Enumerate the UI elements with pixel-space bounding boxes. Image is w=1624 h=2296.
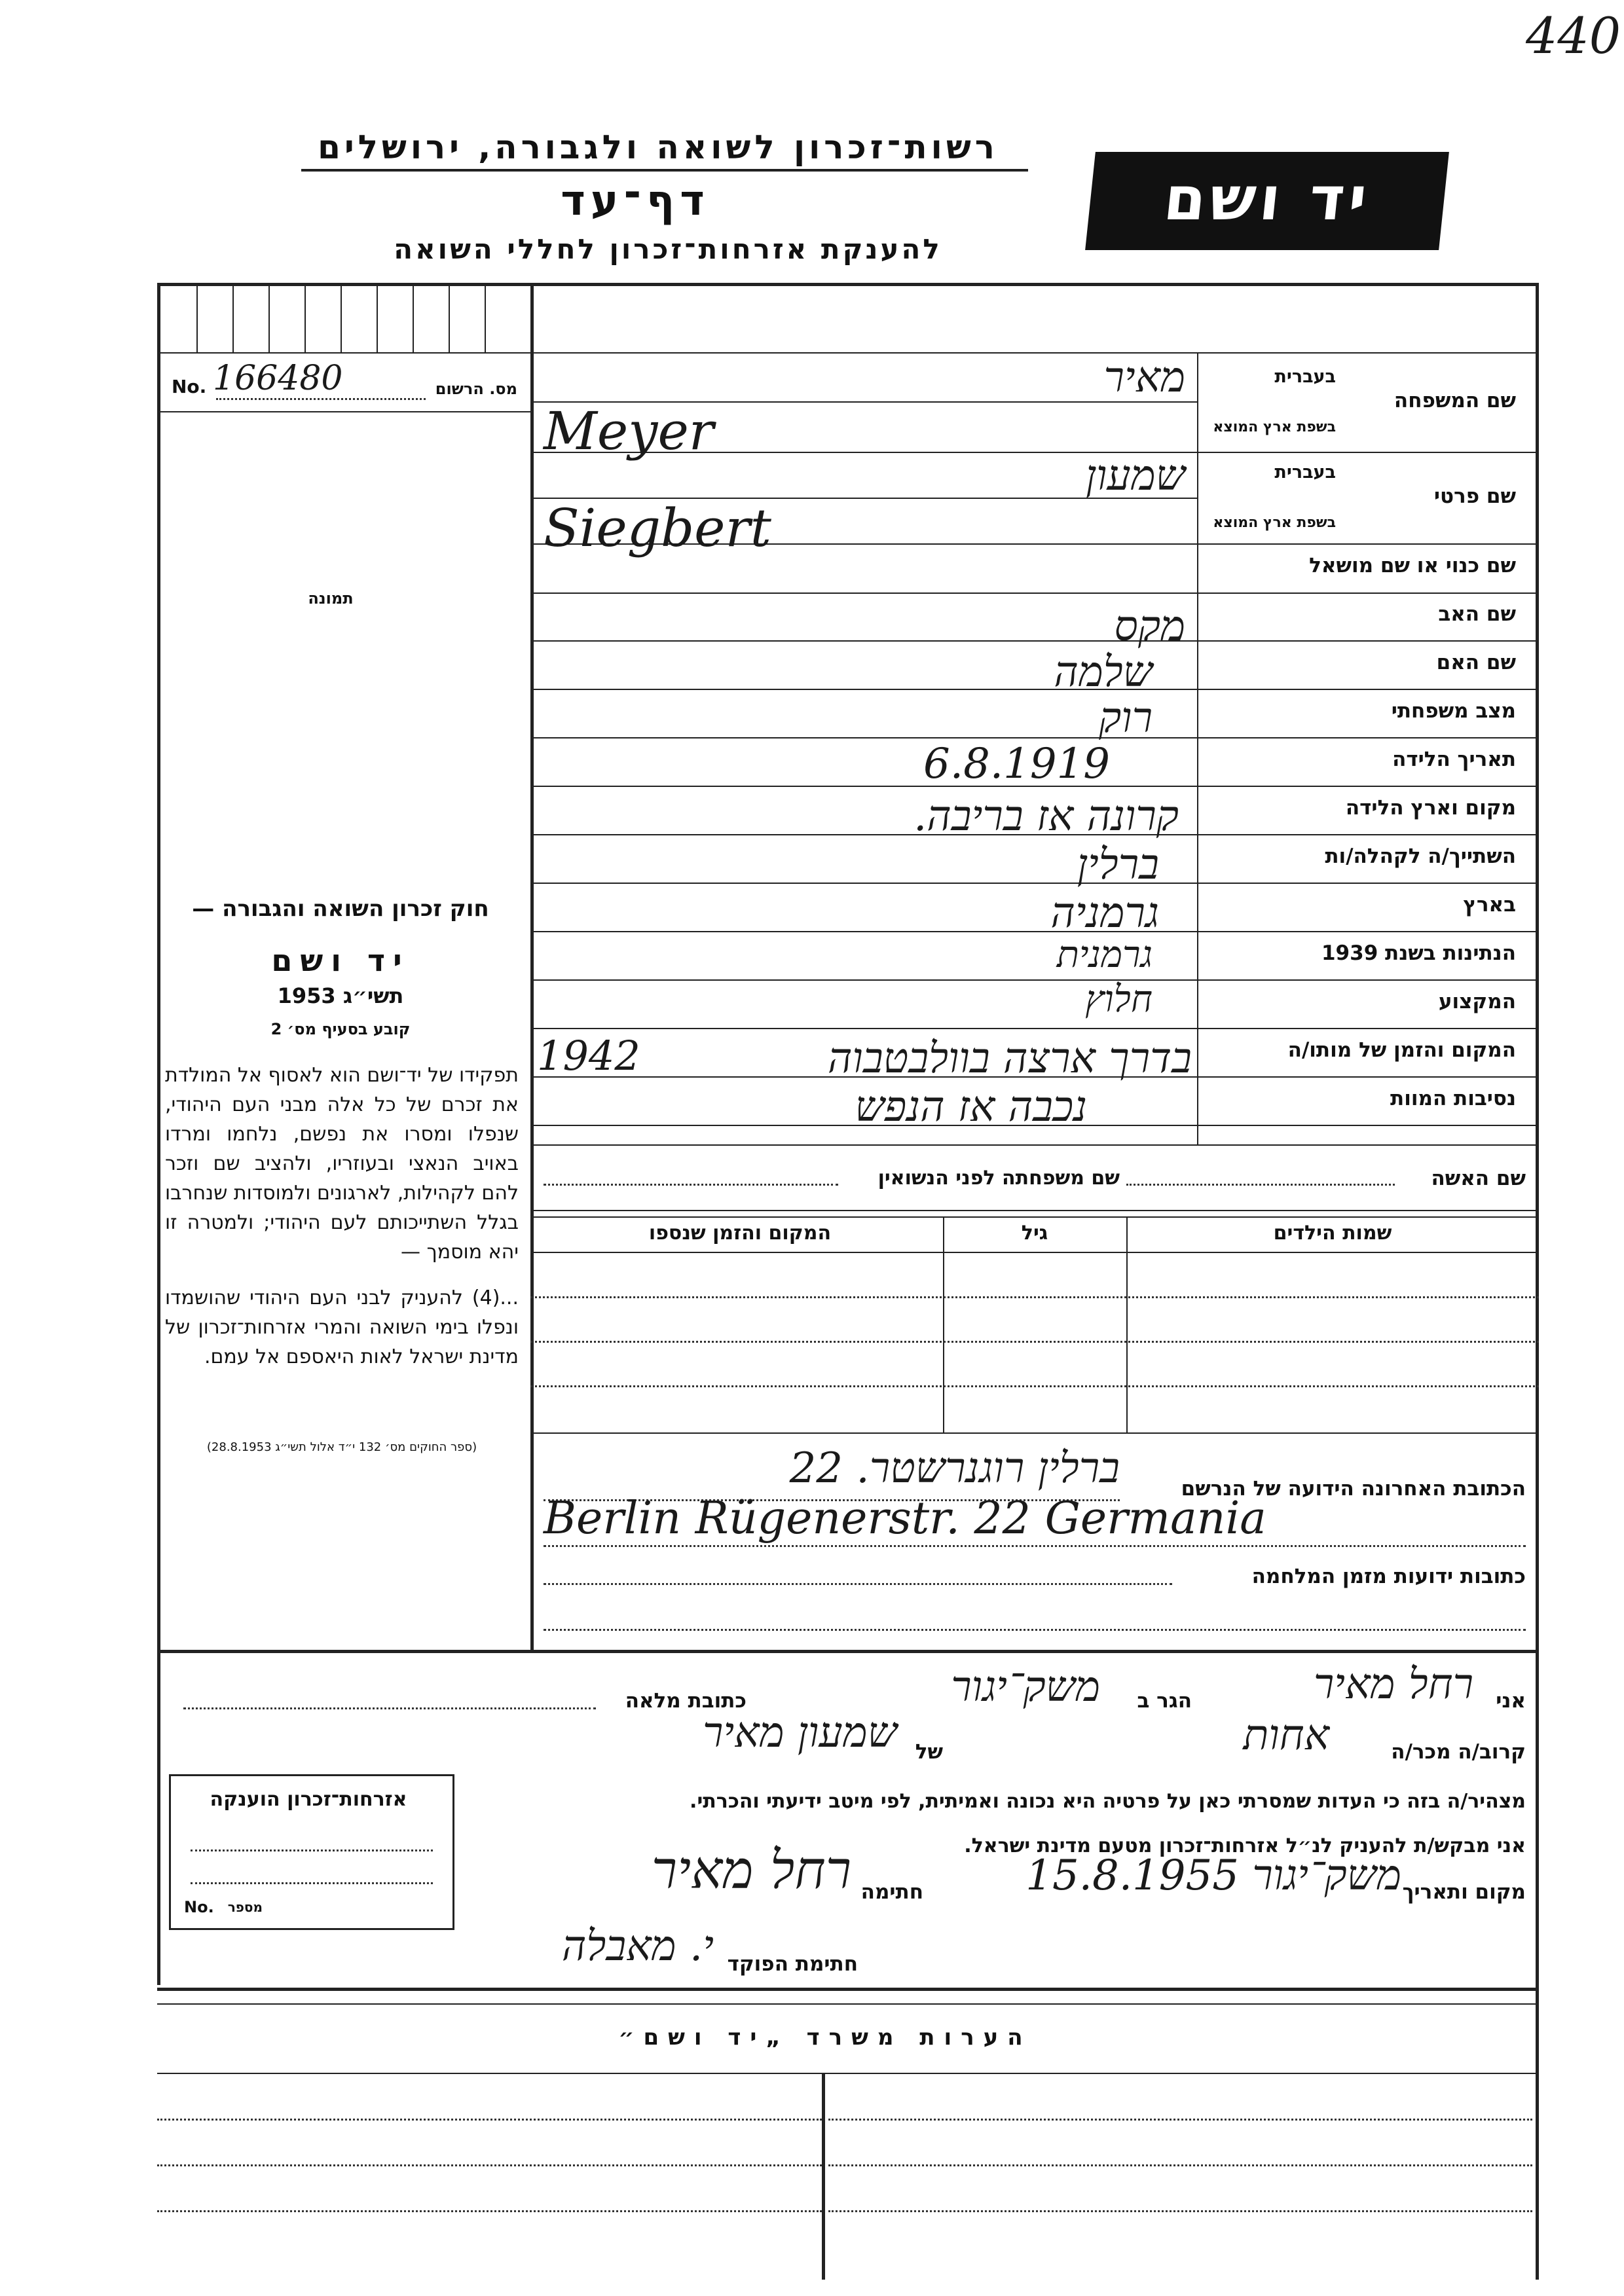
war-address-dots — [544, 1629, 1526, 1631]
nickname-label: שם כנוי או שם מושאל — [1309, 554, 1516, 577]
notes-row — [157, 2119, 822, 2121]
notes-row — [828, 2210, 1532, 2212]
notes-line — [157, 2073, 1539, 2074]
children-names-header: שמות הילדים — [1273, 1222, 1392, 1245]
frame-top — [157, 283, 1539, 286]
of-label: של — [915, 1740, 943, 1764]
notes-row — [157, 2210, 822, 2212]
children-place-header: המקום והזמן שנספו — [648, 1222, 832, 1245]
last-address-origin-value: Berlin Rügenerstr. 22 Germania — [544, 1493, 1266, 1544]
law-body: תפקידו של יד־ושם הוא לאסוף אל המולדת את זכרם של כל אלה מבני העם היהודי, שנפלו ומסרו את נפשם, נלחמו ומרדו באויב הנאצי ובעוזריו, ולהציב שם וזכר להם לקהילות, לארגונים ולמוסדות שנחרבו בגלל השתייכותם לעם היהודי; ולמטרה זו יהא מוסמך — — [165, 1064, 519, 1264]
war-address-label: כתובות ידועות מזמן המלחמה — [1251, 1565, 1526, 1588]
authority-title: רשות־זכרון לשואה ולגבורה, ירושלים — [318, 128, 999, 166]
citizenship-box-no-he: מספר — [227, 1899, 263, 1915]
law-org: יד ושם — [271, 943, 410, 978]
labels-divider — [1197, 352, 1198, 1144]
yad-vashem-logo — [1085, 152, 1449, 250]
children-col-divider — [943, 1216, 944, 1432]
firstname-origin-value: Siegbert — [544, 498, 771, 558]
citizenship-box-dots — [191, 1850, 433, 1851]
citizenship-box-dots — [191, 1882, 433, 1884]
reg-cell — [196, 283, 198, 352]
reg-cell — [268, 283, 270, 352]
notes-divider — [822, 2073, 825, 2280]
law-reference: (ספר החוקים מס׳ 132 י״ד אלול תשי״ג 28.8.1953) — [206, 1440, 477, 1454]
wife-maiden-dots — [544, 1184, 838, 1186]
declarant-i-label: אני — [1496, 1689, 1526, 1713]
registration-number: 166480 — [213, 359, 343, 398]
frame-left — [157, 283, 160, 1985]
reg-cells-bottom — [157, 352, 530, 354]
relation-label: קרוב/ה מכר/ה — [1391, 1740, 1526, 1764]
children-row — [530, 1385, 1539, 1387]
notes-top — [157, 1988, 1539, 1991]
office-notes-title: הערות משרד „יד ושם״ — [618, 2024, 1032, 2050]
death-place-label: המקום והזמן של מותו/ה — [1287, 1038, 1516, 1062]
left-column-divider — [530, 283, 534, 1651]
archive-number: 440 — [1526, 7, 1621, 65]
wife-line — [530, 1210, 1539, 1211]
children-row — [530, 1341, 1539, 1343]
notes-row — [828, 2164, 1532, 2166]
wife-maiden-label: שם משפחתה לפני הנשואין — [877, 1167, 1120, 1190]
declarant-name-value: רחל מאיר — [1313, 1660, 1473, 1709]
row-line — [1197, 543, 1539, 545]
frame-lower — [157, 1650, 1539, 1653]
citizenship-granted-box — [169, 1774, 454, 1930]
children-header-line — [530, 1252, 1539, 1253]
registration-no-label: No. — [172, 376, 207, 397]
reg-cell — [449, 283, 450, 352]
row-line — [530, 1144, 1539, 1146]
mother-value: שלמה — [1054, 648, 1153, 697]
children-bottom — [530, 1432, 1539, 1434]
birthdate-label: תאריך הלידה — [1392, 748, 1516, 771]
row-line — [1197, 452, 1539, 453]
logo-text: יד ושם — [1160, 164, 1375, 234]
photo-label: תמונה — [308, 589, 354, 608]
birthplace-value: קרונה אז בריבה. — [913, 792, 1179, 841]
declaration-text: מצהיר/ה בזה כי העדות שמסרתי כאן על פרטיה היא נכונה ואמיתית, לפי מיטב ידיעתי והכרתי. — [690, 1790, 1526, 1813]
firstname-origin-sublabel: בשפת ארץ המוצא — [1213, 515, 1336, 531]
wife-dots — [1126, 1184, 1395, 1186]
reg-cell — [377, 283, 378, 352]
birthdate-value: 6.8.1919 — [923, 740, 1110, 788]
citizenship-value: גרמנית — [1056, 934, 1153, 976]
firstname-hebrew-value: שמעון — [1085, 452, 1185, 500]
notes-row — [828, 2119, 1532, 2121]
law-clause4: ...(4) להעניק לבני העם היהודי שהושמדו ונפלו בימי השואה והמרי אזרחות־זכרון של מדינת ישראל לאות היאספם אל עמם. — [165, 1286, 519, 1368]
form-title: דף־עד — [561, 177, 710, 225]
last-address-label: הכתובת האחרונה הידועה של הנרשם — [1181, 1477, 1526, 1501]
law-title: חוק זכרון השואה והגבורה — — [192, 896, 489, 922]
wife-label: שם האשה — [1431, 1167, 1526, 1190]
law-clause: קובע בסעיף מס׳ 2 — [270, 1020, 411, 1038]
surname-label: שם המשפחה — [1393, 389, 1516, 412]
firstname-hebrew-sublabel: בעברית — [1274, 462, 1336, 483]
surname-hebrew-sublabel: בעברית — [1274, 367, 1336, 387]
reg-cell — [413, 283, 414, 352]
resident-value: משק־יגור — [951, 1663, 1100, 1711]
community-label: השתייך/ה לקהלה/ות — [1325, 845, 1516, 868]
resident-label: הגר ב — [1137, 1689, 1192, 1713]
clerk-signature-value: י. מאבלה — [561, 1922, 714, 1971]
citizenship-box-no-label: No. — [184, 1898, 214, 1916]
request-text: אני מבקש/ת להעניק לנ״ל אזרחות־זכרון מטעם מדינת ישראל. — [964, 1834, 1526, 1857]
marital-value: רוק — [1098, 694, 1153, 742]
last-address-hebrew-value: ברלין רוגנרשטר. 22 — [789, 1444, 1120, 1493]
surname-origin-value: Meyer — [544, 401, 714, 462]
community-value: ברלין — [1077, 841, 1159, 889]
death-circumstances-value: נכבה אז הנפש — [855, 1083, 1087, 1131]
father-label: שם האב — [1438, 602, 1516, 626]
birthplace-label: מקום וארץ הלידה — [1345, 796, 1516, 820]
reg-cell — [232, 283, 234, 352]
country-value: גרמניה — [1050, 889, 1159, 938]
children-age-header: גיל — [1021, 1222, 1048, 1245]
father-value: מקס — [1114, 602, 1185, 651]
form-subtitle: להענקת אזרחות־זכרון לחללי השואה — [394, 233, 942, 265]
surname-origin-sublabel: בשפת ארץ המוצא — [1213, 419, 1336, 435]
firstname-label: שם פרטי — [1433, 484, 1516, 508]
clerk-signature-label: חתימת הפוקד — [727, 1952, 858, 1976]
mother-label: שם האם — [1436, 651, 1516, 674]
registration-dots — [216, 398, 426, 400]
surname-hebrew-value: מאיר — [1103, 354, 1185, 402]
frame-right — [1536, 283, 1539, 2280]
signature-value: רחל מאיר — [651, 1840, 851, 1901]
notes-top2 — [157, 2003, 1539, 2005]
reg-cell — [341, 283, 342, 352]
law-year: תשי״ג 1953 — [277, 983, 404, 1008]
row-line — [530, 592, 1539, 594]
profession-value: חלוץ — [1085, 978, 1153, 1021]
country-label: בארץ — [1463, 893, 1516, 917]
of-value: שמעון מאיר — [702, 1709, 897, 1757]
death-place-value: בדרך ארצה בוולבטבוה — [827, 1034, 1192, 1083]
signature-label: חתימה — [860, 1880, 923, 1904]
full-address-label: כתובת מלאה — [625, 1689, 747, 1713]
notes-row — [157, 2164, 822, 2166]
children-col-divider — [1126, 1216, 1128, 1432]
death-year-value: 1942 — [537, 1032, 640, 1080]
reg-cell — [485, 283, 486, 352]
place-date-label: מקום ותאריך — [1402, 1880, 1526, 1904]
war-address-dots — [544, 1583, 1172, 1585]
children-top — [530, 1216, 1539, 1218]
photo-top — [157, 411, 530, 412]
marital-label: מצב משפחתי — [1391, 699, 1516, 723]
registration-label: מס. הרשום — [435, 380, 517, 398]
relation-value: אחות — [1243, 1711, 1329, 1760]
address-dots — [544, 1545, 1526, 1547]
authority-underline — [301, 169, 1028, 172]
citizenship-box-title: אזרחות־זכרון הוענקה — [210, 1788, 407, 1811]
profession-label: המקצוע — [1438, 990, 1516, 1013]
children-row — [530, 1296, 1539, 1298]
death-circumstances-label: נסיבות המוות — [1390, 1087, 1516, 1110]
place-date-value: משק־יגור 15.8.1955 — [1025, 1851, 1401, 1900]
row-line — [530, 1028, 1539, 1029]
citizenship-label: הנתינות בשנת 1939 — [1321, 941, 1516, 965]
reg-cell — [304, 283, 306, 352]
